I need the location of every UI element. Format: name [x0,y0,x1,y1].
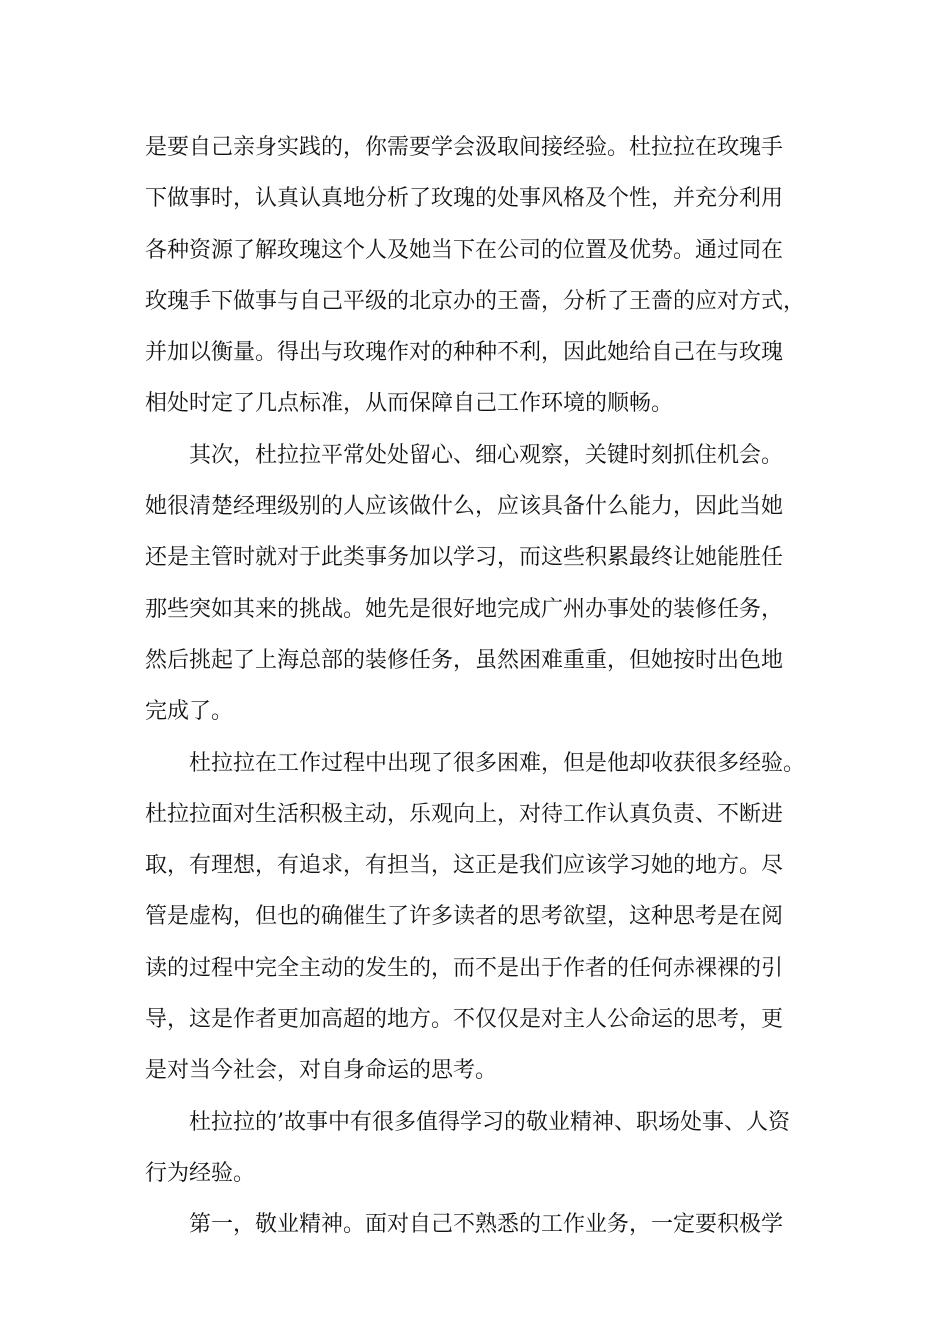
text-line: 还是主管时就对于此类事务加以学习，而这些积累最终让她能胜任 [145,545,784,571]
text-line: 完成了。 [145,699,234,725]
text-line: 她很清楚经理级别的人应该做什么，应该具备什么能力，因此当她 [145,494,784,520]
text-line: 导，这是作者更加高超的地方。不仅仅是对主人公命运的思考，更 [145,1007,784,1033]
paragraph-first-line: 第一，敬业精神。面对自己不熟悉的工作业务，一定要积极学 [189,1212,784,1238]
text-line: 下做事时，认真认真地分析了玫瑰的处事风格及个性，并充分利用 [145,186,784,212]
body-text [145,122,825,1251]
text-line: 读的过程中完全主动的发生的，而不是出于作者的任何赤裸裸的引 [145,955,784,981]
text-line: 是要自己亲身实践的，你需要学会汲取间接经验。杜拉拉在玫瑰手 [145,135,784,160]
paragraph-first-line: 杜拉拉在工作过程中出现了很多困难，但是他却收获很多经验。 [189,750,806,776]
text-line: 并加以衡量。得出与玫瑰作对的种种不利，因此她给自己在与玫瑰 [145,340,784,366]
text-line: 玫瑰手下做事与自己平级的北京办的王嗇，分析了王嗇的应对方式， [145,288,806,314]
text-line: 各种资源了解玫瑰这个人及她当下在公司的位置及优势。通过同在 [145,237,784,263]
text-line: 相处时定了几点标准，从而保障自己工作环境的顺畅。 [145,391,674,417]
text-line: 行为经验。 [145,1160,256,1186]
paragraph-first-line: 其次，杜拉拉平常处处留心、细心观察，关键时刻抓住机会。 [189,442,784,468]
text-line: 那些突如其来的挑战。她先是很好地完成广州办事处的装修任务， [145,596,784,622]
paragraph-first-line: 杜拉拉的’故事中有很多值得学习的敬业精神、职场处事、人资 [189,1109,790,1135]
text-line: 取，有理想，有追求，有担当，这正是我们应该学习她的地方。尽 [145,853,784,879]
text-line: 管是虚构，但也的确催生了许多读者的思考欲望，这种思考是在阅 [145,904,784,930]
text-line: 杜拉拉面对生活积极主动，乐观向上，对待工作认真负责、不断进 [145,801,784,827]
text-line: 然后挑起了上海总部的装修任务，虽然困难重重，但她按时出色地 [145,647,784,673]
text-line: 是对当今社会，对自身命运的思考。 [145,1058,498,1084]
